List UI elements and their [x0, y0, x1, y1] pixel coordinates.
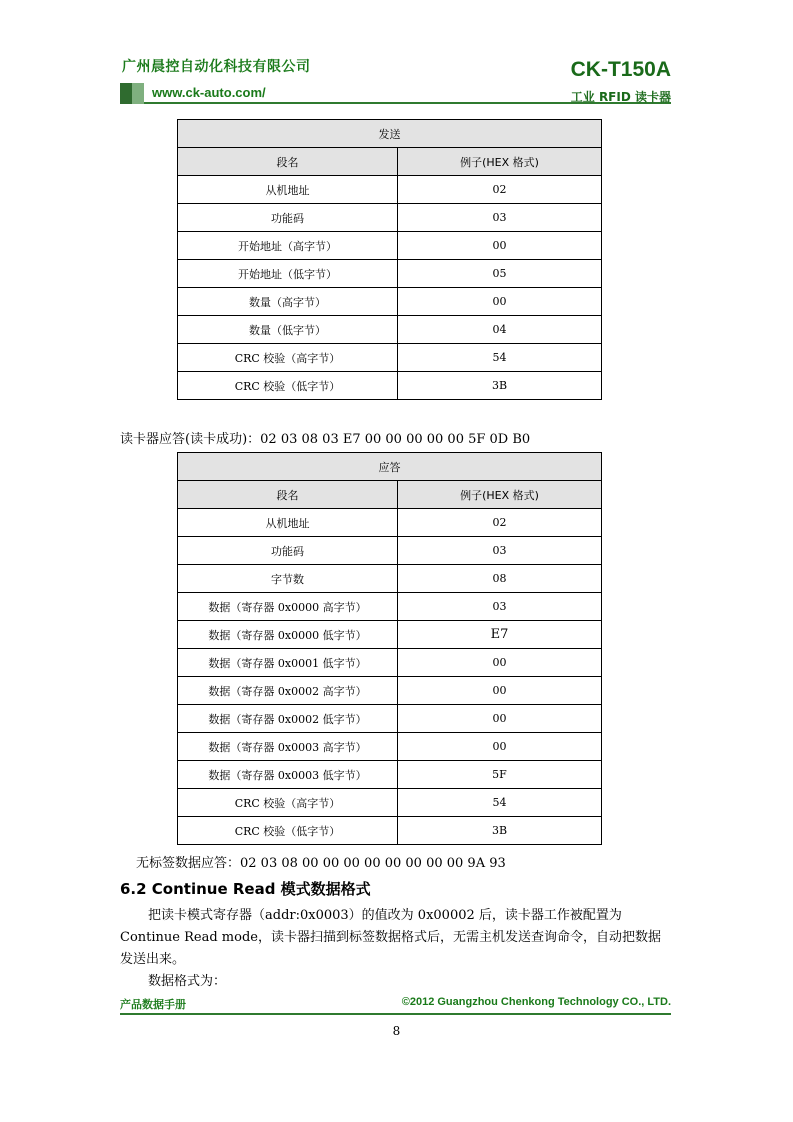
logo-block-dark [120, 83, 132, 104]
field-cell: 数据（寄存器 0x0003 低字节） [178, 761, 398, 789]
value-cell: 54 [398, 789, 602, 817]
table-row [178, 204, 602, 232]
value-cell: E7 [398, 621, 602, 649]
value-cell: 00 [398, 733, 602, 761]
send-col-example: 例子(HEX 格式) [398, 148, 602, 176]
value-cell: 3B [398, 817, 602, 845]
value-cell: 04 [398, 316, 602, 344]
value-cell: 5F [398, 761, 602, 789]
value-cell: 00 [398, 649, 602, 677]
value-cell: 54 [398, 344, 602, 372]
table-row [178, 649, 602, 677]
company-name: 广州晨控自动化科技有限公司 [122, 59, 311, 75]
value-cell: 00 [398, 677, 602, 705]
logo-block-light [132, 83, 144, 104]
table-row [178, 288, 602, 316]
field-cell: 数量（高字节） [178, 288, 398, 316]
field-cell: 数据（寄存器 0x0001 低字节） [178, 649, 398, 677]
table-row [178, 509, 602, 537]
value-cell: 03 [398, 204, 602, 232]
field-cell: 数据（寄存器 0x0000 高字节） [178, 593, 398, 621]
table-row [178, 176, 602, 204]
table-row [178, 593, 602, 621]
response-table [177, 452, 602, 845]
table-row [178, 705, 602, 733]
table-row [178, 232, 602, 260]
model-code: CK-T150A [570, 58, 671, 81]
field-cell: 从机地址 [178, 176, 398, 204]
value-cell: 03 [398, 537, 602, 565]
page-number: 8 [392, 1024, 401, 1038]
table-row [178, 537, 602, 565]
field-cell: 数量（低字节） [178, 316, 398, 344]
field-cell: 功能码 [178, 537, 398, 565]
send-table-title: 发送 [178, 120, 602, 148]
field-cell: 功能码 [178, 204, 398, 232]
value-cell: 3B [398, 372, 602, 400]
field-cell: 数据（寄存器 0x0003 高字节） [178, 733, 398, 761]
field-cell: 数据（寄存器 0x0000 低字节） [178, 621, 398, 649]
value-cell: 05 [398, 260, 602, 288]
value-cell: 02 [398, 509, 602, 537]
copyright: ©2012 Guangzhou Chenkong Technology CO., LTD. [401, 996, 671, 1008]
value-cell: 03 [398, 593, 602, 621]
data-format-label: 数据格式为： [148, 974, 227, 989]
field-cell: 开始地址（高字节） [178, 232, 398, 260]
table-row [178, 761, 602, 789]
section-title: 6.2 Continue Read 模式数据格式 [120, 880, 371, 898]
table-row [178, 817, 602, 845]
section-paragraph: 把读卡模式寄存器（addr:0x0003）的值改为 0x00002 后，读卡器工作被配置为 Continue Read mode，读卡器扫描到标签数据格式后，无需主机发送查询命令，自动把数据发送出来。 [120, 908, 661, 967]
field-cell: 数据（寄存器 0x0002 低字节） [178, 705, 398, 733]
no-tag-line: 无标签数据应答：02 03 08 00 00 00 00 00 00 00 00 9A 93 [136, 856, 506, 871]
table-row [178, 260, 602, 288]
value-cell: 00 [398, 288, 602, 316]
send-table [177, 119, 602, 400]
value-cell: 08 [398, 565, 602, 593]
value-cell: 00 [398, 232, 602, 260]
response-col-field: 段名 [178, 481, 398, 509]
field-cell: CRC 校验（高字节） [178, 344, 398, 372]
footer-rule [120, 1013, 671, 1015]
field-cell: 数据（寄存器 0x0002 高字节） [178, 677, 398, 705]
manual-label: 产品数据手册 [120, 998, 186, 1011]
send-col-field: 段名 [178, 148, 398, 176]
website-url[interactable]: www.ck-auto.com/ [152, 85, 266, 100]
field-cell: 开始地址（低字节） [178, 260, 398, 288]
table-row [178, 677, 602, 705]
table-row [178, 372, 602, 400]
field-cell: CRC 校验（低字节） [178, 817, 398, 845]
table-row [178, 565, 602, 593]
table-row [178, 789, 602, 817]
response-line: 读卡器应答(读卡成功)：02 03 08 03 E7 00 00 00 00 00 5F 0D B0 [120, 432, 531, 447]
value-cell: 02 [398, 176, 602, 204]
response-table-title: 应答 [178, 453, 602, 481]
table-row [178, 733, 602, 761]
field-cell: 字节数 [178, 565, 398, 593]
field-cell: CRC 校验（低字节） [178, 372, 398, 400]
table-row [178, 344, 602, 372]
table-row [178, 316, 602, 344]
value-cell: 00 [398, 705, 602, 733]
response-col-example: 例子(HEX 格式) [398, 481, 602, 509]
field-cell: CRC 校验（高字节） [178, 789, 398, 817]
field-cell: 从机地址 [178, 509, 398, 537]
product-name: 工业 RFID 读卡器 [570, 90, 671, 104]
table-row [178, 621, 602, 649]
